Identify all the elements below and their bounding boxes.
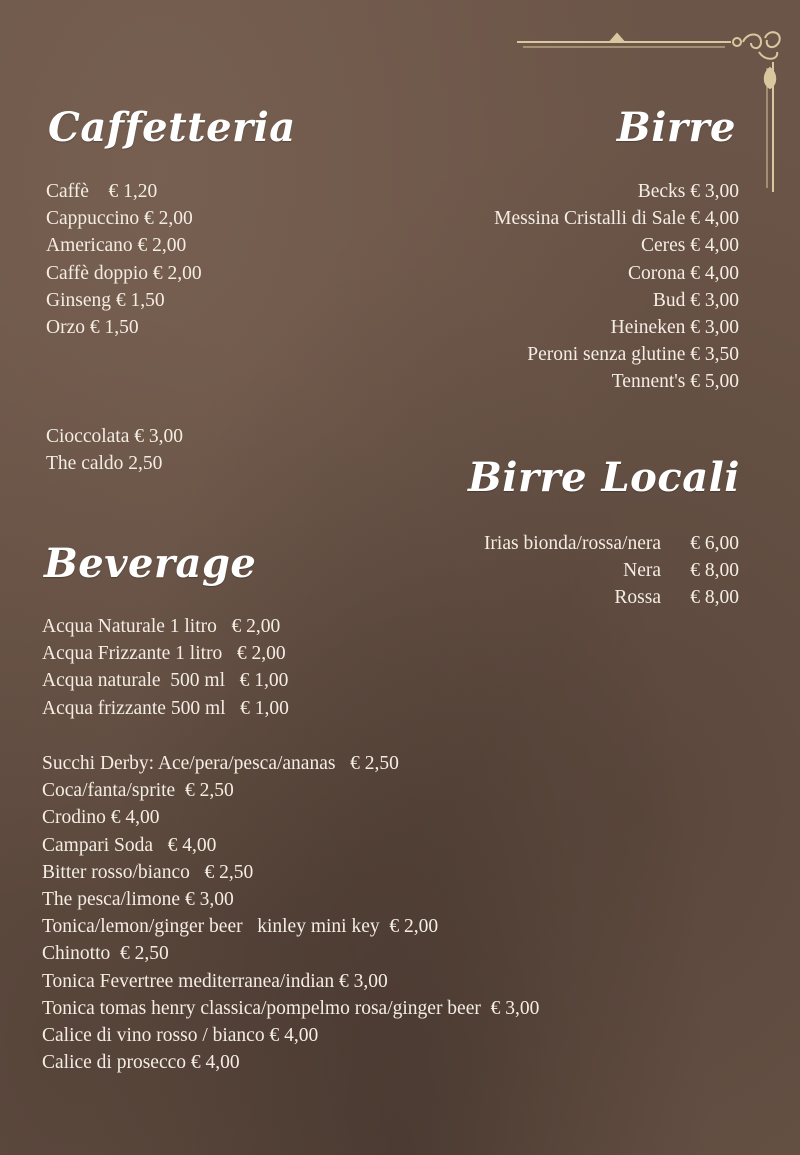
menu-item bbox=[484, 530, 739, 557]
menu-item: Chinotto € 2,50 bbox=[42, 943, 169, 965]
birre-locali-list bbox=[484, 530, 739, 612]
caffetteria-list bbox=[46, 178, 202, 341]
birre-heading: Birre bbox=[616, 104, 736, 151]
menu-item: Cappuccino € 2,00 bbox=[46, 208, 193, 230]
menu-item: Orzo € 1,50 bbox=[46, 316, 139, 338]
beverage-water-list bbox=[42, 613, 289, 722]
item-price: € 8,00 bbox=[690, 587, 739, 609]
menu-item: Succhi Derby: Ace/pera/pesca/ananas € 2,50 bbox=[42, 753, 399, 774]
menu-item: The pesca/limone € 3,00 bbox=[42, 888, 234, 910]
caffetteria-heading: Caffetteria bbox=[48, 104, 296, 151]
beverage-heading: Beverage bbox=[44, 540, 257, 587]
menu-item: Crodino € 4,00 bbox=[42, 807, 160, 829]
menu-item: Bitter rosso/bianco € 2,50 bbox=[42, 861, 254, 883]
menu-item: Tonica Fevertree mediterranea/indian € 3,00 bbox=[42, 970, 388, 992]
menu-item: Corona € 4,00 bbox=[627, 262, 739, 284]
item-price: € 6,00 bbox=[690, 533, 739, 554]
item-name: Nera bbox=[623, 560, 661, 582]
menu-item: Caffè € 1,20 bbox=[46, 181, 158, 202]
menu-item: The caldo 2,50 bbox=[46, 453, 163, 475]
menu-item: Acqua Naturale 1 litro € 2,00 bbox=[42, 616, 281, 637]
menu-item: Becks € 3,00 bbox=[637, 181, 739, 202]
menu-item: Ceres € 4,00 bbox=[640, 235, 739, 257]
item-name: Rossa bbox=[614, 587, 661, 609]
beverage-drinks-list bbox=[42, 750, 539, 1076]
menu-item: Americano € 2,00 bbox=[46, 235, 187, 257]
menu-item: Acqua frizzante 500 ml € 1,00 bbox=[42, 697, 289, 719]
item-price: € 8,00 bbox=[690, 560, 739, 582]
birre-locali-heading: Birre Locali bbox=[468, 454, 740, 501]
menu-item: Coca/fanta/sprite € 2,50 bbox=[42, 780, 234, 802]
menu-item: Campari Soda € 4,00 bbox=[42, 834, 217, 856]
menu-item: Messina Cristalli di Sale € 4,00 bbox=[494, 208, 739, 230]
menu-item: Calice di prosecco € 4,00 bbox=[42, 1052, 240, 1074]
menu-item: Tennent's € 5,00 bbox=[611, 371, 739, 393]
menu-item: Bud € 3,00 bbox=[652, 289, 739, 311]
menu-item bbox=[484, 584, 739, 611]
birre-list bbox=[494, 178, 739, 396]
caffetteria-list-extra bbox=[46, 423, 183, 477]
menu-item: Ginseng € 1,50 bbox=[46, 289, 165, 311]
menu-item: Caffè doppio € 2,00 bbox=[46, 262, 202, 284]
menu-item bbox=[484, 557, 739, 584]
menu-item: Calice di vino rosso / bianco € 4,00 bbox=[42, 1024, 319, 1046]
menu-item: Heineken € 3,00 bbox=[610, 316, 739, 338]
menu-item: Cioccolata € 3,00 bbox=[46, 426, 184, 447]
menu-item: Tonica tomas henry classica/pompelmo rosa/ginger beer € 3,00 bbox=[42, 997, 540, 1019]
menu-item: Peroni senza glutine € 3,50 bbox=[527, 344, 739, 366]
item-name: Irias bionda/rossa/nera bbox=[483, 533, 661, 554]
menu-item: Acqua Frizzante 1 litro € 2,00 bbox=[42, 643, 286, 665]
menu-item: Tonica/lemon/ginger beer kinley mini key € 2,00 bbox=[42, 916, 439, 938]
menu-item: Acqua naturale 500 ml € 1,00 bbox=[42, 670, 289, 692]
